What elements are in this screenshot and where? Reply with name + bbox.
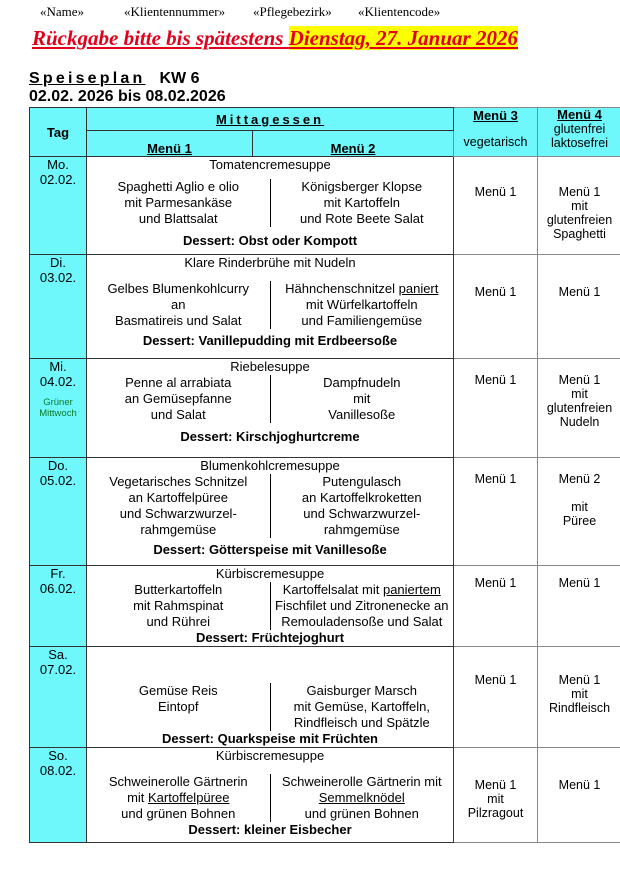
soup: Kürbiscremesuppe	[215, 566, 325, 581]
day-row	[30, 566, 620, 647]
day-row	[30, 458, 620, 566]
menu-plan-table	[29, 107, 620, 843]
header-menu1: Menü 1	[87, 131, 253, 157]
lunch-cell	[87, 748, 454, 843]
day-date: 06.02.	[39, 581, 77, 596]
return-deadline	[32, 26, 518, 51]
day-row	[30, 647, 620, 748]
day-name: Mi.	[49, 359, 67, 374]
menu4-cell: Menü 1	[538, 566, 620, 647]
dessert: Dessert: Vanillepudding mit Erdbeersoße	[142, 333, 398, 348]
menu1-dish: Schweinerolle Gärtnerin mit Kartoffelpüree und grünen Bohnen	[87, 774, 271, 822]
day-date: 08.02.	[39, 763, 77, 778]
day-row	[30, 359, 620, 458]
lunch-cell	[87, 458, 454, 566]
dessert: Dessert: Götterspeise mit Vanillesoße	[153, 542, 387, 557]
menu4-cell: Menü 1	[538, 748, 620, 843]
day-date: 04.02.	[39, 374, 77, 389]
day-name: Di.	[50, 255, 66, 270]
dessert: Dessert: Kirschjoghurtcreme	[180, 429, 360, 444]
day-cell	[30, 255, 87, 359]
deadline-date: Dienstag, 27. Januar 2026	[288, 26, 518, 50]
day-row	[30, 157, 620, 255]
soup: Kürbiscremesuppe	[215, 748, 325, 763]
menu3-cell: Menü 1 mit Pilzragout	[454, 748, 538, 843]
menu3-cell: Menü 1	[454, 458, 538, 566]
menu2-dish: Königsberger Klopse mit Kartoffeln und Rote Beete Salat	[299, 179, 424, 226]
menu2-dish: Schweinerolle Gärtnerin mit Semmelknödel und grünen Bohnen	[281, 774, 442, 821]
soup: Blumenkohlcremesuppe	[200, 458, 340, 473]
menu1-dish: Vegetarisches Schnitzel an Kartoffelpüree und Schwarzwurzel- rahmgemüse	[87, 474, 271, 538]
day-date: 03.02.	[39, 270, 77, 285]
day-note: Grüner Mittwoch	[39, 397, 77, 419]
lunch-cell	[87, 359, 454, 458]
menu2-dish: Putengulasch an Kartoffelkroketten und Schwarzwurzel- rahmgemüse	[301, 474, 422, 537]
lunch-cell	[87, 566, 454, 647]
day-name: Do.	[47, 458, 69, 473]
header-tag: Tag	[30, 108, 87, 157]
soup: Riebelesuppe	[230, 359, 310, 374]
lunch-cell	[87, 647, 454, 748]
menu2-dish: Gaisburger Marsch mit Gemüse, Kartoffeln, Rindfleisch und Spätzle	[293, 683, 430, 730]
menu4-cell: Menü 1 mit Rindfleisch	[538, 647, 620, 748]
dessert: Dessert: Früchtejoghurt	[195, 630, 345, 645]
menu3-cell: Menü 1	[454, 647, 538, 748]
menu4-cell: Menü 1 mit glutenfreien Nudeln	[538, 359, 620, 458]
day-cell	[30, 566, 87, 647]
lunch-cell	[87, 255, 454, 359]
deadline-prefix: Rückgabe bitte bis spätestens	[32, 26, 289, 50]
menu3-cell: Menü 1	[454, 157, 538, 255]
lunch-cell	[87, 157, 454, 255]
menu2-dish: Hähnchenschnitzel paniert mit Würfelkartoffeln und Familiengemüse	[285, 281, 439, 328]
day-cell	[30, 748, 87, 843]
soup: Tomatencremesuppe	[209, 157, 331, 172]
soup: Klare Rinderbrühe mit Nudeln	[184, 255, 356, 270]
menu1-dish: Gemüse Reis Eintopf	[87, 683, 271, 731]
day-name: Sa.	[48, 647, 68, 662]
day-date: 05.02.	[39, 473, 77, 488]
day-cell	[30, 157, 87, 255]
title-label: Speiseplan	[29, 70, 146, 87]
dessert: Dessert: Quarkspeise mit Früchten	[161, 731, 379, 746]
menu1-dish: Spaghetti Aglio e olio mit Parmesankäse und Blattsalat	[87, 179, 271, 227]
field-name: «Name»	[40, 4, 85, 19]
header-lunch: Mittagessen	[87, 108, 454, 131]
day-row	[30, 748, 620, 843]
menu4-cell: Menü 2 mit Püree	[538, 458, 620, 566]
day-date: 02.02.	[39, 172, 77, 187]
day-row	[30, 255, 620, 359]
field-care-district: «Pflegebezirk»	[253, 4, 332, 19]
field-client-code: «Klientencode»	[358, 4, 441, 19]
day-cell	[30, 359, 87, 458]
dessert: Dessert: Obst oder Kompott	[182, 233, 358, 248]
day-date: 07.02.	[39, 662, 77, 677]
day-cell	[30, 647, 87, 748]
day-name: Mo.	[47, 157, 69, 172]
field-client-number: «Klientennummer»	[124, 4, 226, 19]
menu3-cell: Menü 1	[454, 359, 538, 458]
soup	[87, 647, 453, 663]
menu1-dish: Gelbes Blumenkohlcurry an Basmatireis und Salat	[87, 281, 271, 329]
menu2-dish: Kartoffelsalat mit paniertem Fischfilet und Zitronenecke an Remouladensoße und Salat	[275, 582, 449, 629]
dessert: Dessert: kleiner Eisbecher	[188, 822, 352, 837]
menu1-dish: Penne al arrabiata an Gemüsepfanne und Salat	[87, 375, 271, 423]
header-menu4: Menü 4 glutenfrei laktosefrei	[538, 108, 620, 157]
menu3-cell: Menü 1	[454, 255, 538, 359]
page-title	[29, 70, 199, 88]
day-cell	[30, 458, 87, 566]
day-name: Fr.	[50, 566, 66, 581]
header-menu2: Menü 2	[253, 131, 454, 157]
day-name: So.	[48, 748, 68, 763]
menu1-dish: Butterkartoffeln mit Rahmspinat und Rührei	[87, 582, 271, 630]
menu2-dish: Dampfnudeln mit Vanillesoße	[323, 375, 401, 422]
menu4-cell: Menü 1	[538, 255, 620, 359]
header-menu3: Menü 3 vegetarisch	[454, 108, 538, 157]
calendar-week: KW 6	[159, 70, 200, 87]
menu4-cell: Menü 1 mit glutenfreien Spaghetti	[538, 157, 620, 255]
menu3-cell: Menü 1	[454, 566, 538, 647]
date-range: 02.02. 2026 bis 08.02.2026	[29, 88, 226, 105]
